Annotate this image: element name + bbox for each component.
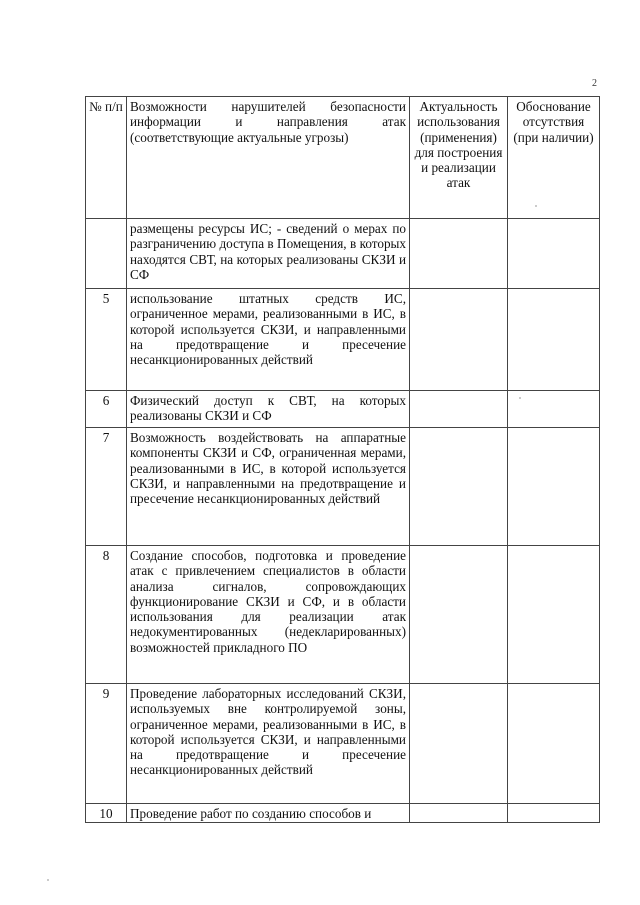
table-row xyxy=(86,428,600,546)
row-number: 7 xyxy=(86,428,127,546)
page-number: 2 xyxy=(592,78,597,89)
row-justification xyxy=(508,684,600,804)
row-number: 8 xyxy=(86,546,127,684)
row-text: Создание способов, подготовка и проведение атак с привлечением специалистов в области анализа сигналов, сопровождающих функционирование СКЗИ и СФ, и в области использования для реализации атак недокументированных (недекларированных) возможностей прикладного ПО xyxy=(127,546,410,684)
row-justification xyxy=(508,428,600,546)
row-actuality xyxy=(410,391,508,428)
row-number: 6 xyxy=(86,391,127,428)
row-text: Физический доступ к СВТ, на которых реализованы СКЗИ и СФ xyxy=(127,391,410,428)
header-justification: Обоснование отсутствия (при наличии) xyxy=(508,97,600,219)
row-justification xyxy=(508,546,600,684)
scan-speck xyxy=(47,879,49,881)
row-text: Проведение работ по созданию способов и xyxy=(127,804,410,823)
row-actuality xyxy=(410,428,508,546)
threats-table xyxy=(85,96,600,823)
table-row xyxy=(86,289,600,391)
scan-speck xyxy=(519,397,521,399)
table-row xyxy=(86,804,600,823)
scan-speck xyxy=(535,205,537,207)
row-text: Проведение лабораторных исследований СКЗИ, используемых вне контролируемой зоны, ограниченное мерами, реализованными в ИС, в которой используется СКЗИ, и направленными на предотвращение и пресечение несанкционированных действий xyxy=(127,684,410,804)
row-number: 10 xyxy=(86,804,127,823)
row-number: 9 xyxy=(86,684,127,804)
row-justification xyxy=(508,289,600,391)
header-capabilities: Возможности нарушителей безопасности информации и направления атак (соответствующие актуальные угрозы) xyxy=(127,97,410,219)
row-text: размещены ресурсы ИС; - сведений о мерах по разграничению доступа в Помещения, в которых находятся СВТ, на которых реализованы СКЗИ и СФ xyxy=(127,219,410,289)
table-row xyxy=(86,391,600,428)
row-text: использование штатных средств ИС, ограниченное мерами, реализованными в ИС, в которой используется СКЗИ, и направленными на предотвращение и пресечение несанкционированных действий xyxy=(127,289,410,391)
row-actuality xyxy=(410,546,508,684)
row-justification xyxy=(508,804,600,823)
row-actuality xyxy=(410,684,508,804)
table-row xyxy=(86,546,600,684)
row-actuality xyxy=(410,804,508,823)
row-number xyxy=(86,219,127,289)
header-actuality: Актуальность использования (применения) для построения и реализации атак xyxy=(410,97,508,219)
row-actuality xyxy=(410,219,508,289)
table-row xyxy=(86,684,600,804)
row-actuality xyxy=(410,289,508,391)
header-number: № п/п xyxy=(86,97,127,219)
table-row xyxy=(86,219,600,289)
row-number: 5 xyxy=(86,289,127,391)
row-text: Возможность воздействовать на аппаратные компоненты СКЗИ и СФ, ограниченная мерами, реализованными в ИС, в которой используется СКЗИ, и направленными на предотвращение и пресечение несанкционированных действий xyxy=(127,428,410,546)
table-header-row xyxy=(86,97,600,219)
row-justification xyxy=(508,219,600,289)
row-justification xyxy=(508,391,600,428)
